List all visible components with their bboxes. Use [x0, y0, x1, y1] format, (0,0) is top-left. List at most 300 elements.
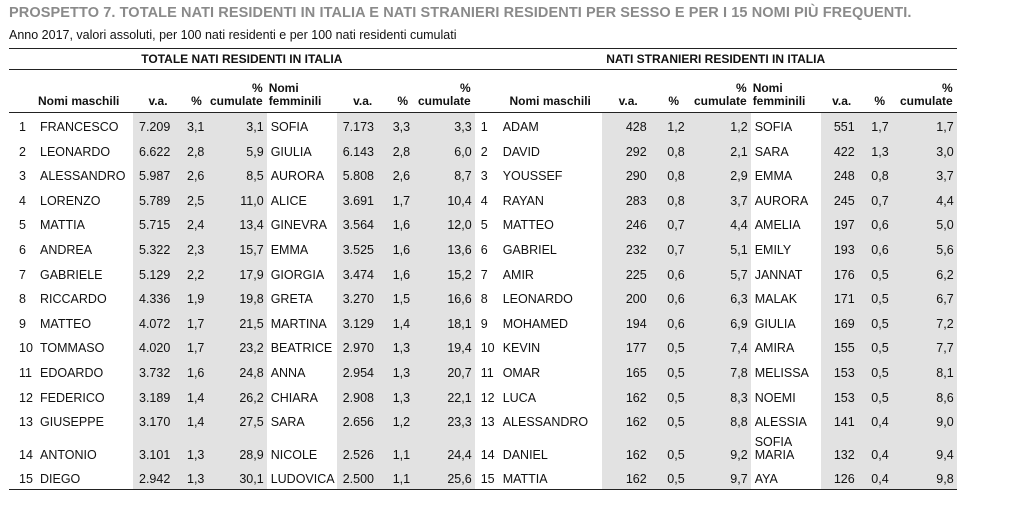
- percent-cell: 0,6: [863, 211, 897, 236]
- value-cell: 3.732: [133, 358, 183, 383]
- cumulative-cell: 6,7: [897, 285, 957, 310]
- percent-cell: 0,5: [655, 432, 693, 465]
- cumulative-cell: 18,1: [417, 309, 475, 334]
- cumulative-cell: 3,7: [693, 186, 751, 211]
- value-cell: 3.691: [337, 186, 389, 211]
- male-name-cell: GABRIELE: [40, 267, 103, 282]
- rank-cell: 6: [19, 243, 26, 258]
- percent-cell: 1,7: [389, 186, 417, 211]
- cumulative-cell: 24,8: [210, 358, 267, 383]
- page-subtitle: Anno 2017, valori assoluti, per 100 nati residenti e per 100 nati residenti cumulati: [9, 28, 457, 42]
- percent-cell: 1,7: [183, 334, 210, 359]
- male-name-cell: ALESSANDRO: [40, 169, 126, 184]
- percent-cell: 0,5: [655, 383, 693, 408]
- cumulative-cell: 8,3: [693, 383, 751, 408]
- percent-cell: 1,3: [183, 432, 210, 465]
- table-row: [9, 186, 957, 211]
- cumulative-cell: 1,7: [897, 113, 957, 138]
- female-name-cell: ANNA: [270, 366, 306, 381]
- percent-cell: 0,6: [863, 235, 897, 260]
- female-name-cell: AMIRA: [754, 341, 795, 356]
- cumulative-cell: 8,5: [210, 162, 267, 187]
- table-row: [9, 113, 957, 138]
- value-cell: 551: [821, 113, 863, 138]
- cumulative-cell: 7,4: [693, 334, 751, 359]
- percent-cell: 1,3: [389, 358, 417, 383]
- rank-cell: 11: [480, 366, 494, 381]
- value-cell: 2.954: [337, 358, 389, 383]
- cumulative-cell: 13,6: [417, 235, 475, 260]
- female-name-cell: LUDOVICA: [267, 465, 337, 490]
- rank-cell: 2: [480, 144, 488, 159]
- table-row: [9, 383, 957, 408]
- male-name-cell: ANDREA: [40, 243, 93, 258]
- value-cell: 162: [602, 465, 655, 490]
- value-cell: 3.474: [337, 260, 389, 285]
- value-cell: 225: [602, 260, 655, 285]
- value-cell: 5.129: [133, 260, 183, 285]
- value-cell: 169: [821, 309, 863, 334]
- col-pct: %: [183, 70, 210, 113]
- male-name-cell: MATTEO: [502, 218, 554, 233]
- percent-cell: 2,8: [183, 137, 210, 162]
- male-name-cell: RICCARDO: [40, 292, 107, 307]
- value-cell: 2.656: [337, 408, 389, 433]
- female-name-cell: AMELIA: [754, 218, 801, 233]
- value-cell: 246: [602, 211, 655, 236]
- rank-cell: 3: [19, 169, 26, 184]
- cumulative-cell: 19,8: [210, 285, 267, 310]
- female-name-cell: JANNAT: [754, 267, 803, 282]
- value-cell: 290: [602, 162, 655, 187]
- female-name-cell: NICOLE: [270, 448, 318, 463]
- rank-cell: 12: [480, 390, 495, 405]
- male-name-cell: MATTEO: [40, 316, 92, 331]
- percent-cell: 2,6: [183, 162, 210, 187]
- percent-cell: 0,7: [655, 235, 693, 260]
- cumulative-cell: 27,5: [210, 408, 267, 433]
- value-cell: 4.020: [133, 334, 183, 359]
- col-nomi-maschili: Nomi maschili: [499, 70, 602, 113]
- male-name-cell: KEVIN: [502, 341, 541, 356]
- value-cell: 3.525: [337, 235, 389, 260]
- percent-cell: 0,5: [863, 309, 897, 334]
- cumulative-cell: 8,1: [897, 358, 957, 383]
- rank-cell: 8: [19, 292, 26, 307]
- percent-cell: 2,4: [183, 211, 210, 236]
- table-row: [9, 260, 957, 285]
- cumulative-cell: 8,7: [417, 162, 475, 187]
- col-va: v.a.: [602, 70, 655, 113]
- value-cell: 6.143: [337, 137, 389, 162]
- rank-cell: 9: [480, 316, 488, 331]
- male-name-cell: MATTIA: [40, 218, 85, 233]
- value-cell: 2.942: [133, 465, 183, 490]
- male-name-cell: DIEGO: [36, 465, 133, 490]
- cumulative-cell: 3,1: [210, 113, 267, 138]
- section-left-title: TOTALE NATI RESIDENTI IN ITALIA: [9, 49, 475, 70]
- col-pct: %: [655, 70, 693, 113]
- cumulative-cell: 30,1: [210, 465, 267, 490]
- table-row: [9, 408, 957, 433]
- percent-cell: 0,4: [863, 432, 897, 465]
- female-name-cell: EMMA: [270, 243, 309, 258]
- rank-cell: 6: [480, 243, 488, 258]
- female-name-cell: BEATRICE: [270, 341, 333, 356]
- percent-cell: 0,5: [863, 383, 897, 408]
- table-row: [9, 358, 957, 383]
- percent-cell: 0,7: [655, 211, 693, 236]
- percent-cell: 0,5: [863, 334, 897, 359]
- col-va: v.a.: [133, 70, 183, 113]
- female-name-cell: MELISSA: [754, 366, 809, 381]
- rank-cell: 4: [19, 193, 26, 208]
- cumulative-cell: 3,3: [417, 113, 475, 138]
- female-name-cell: GINEVRA: [270, 218, 327, 233]
- percent-cell: 0,5: [863, 358, 897, 383]
- value-cell: 5.808: [337, 162, 389, 187]
- value-cell: 2.908: [337, 383, 389, 408]
- rank-cell: 15: [9, 465, 36, 490]
- cumulative-cell: 26,2: [210, 383, 267, 408]
- value-cell: 5.789: [133, 186, 183, 211]
- female-name-cell: GIORGIA: [270, 267, 325, 282]
- value-cell: 162: [602, 408, 655, 433]
- value-cell: 171: [821, 285, 863, 310]
- percent-cell: 2,5: [183, 186, 210, 211]
- percent-cell: 1,4: [389, 309, 417, 334]
- cumulative-cell: 9,0: [897, 408, 957, 433]
- cumulative-cell: 23,3: [417, 408, 475, 433]
- cumulative-cell: 11,0: [210, 186, 267, 211]
- percent-cell: 1,4: [183, 408, 210, 433]
- col-pct: %: [389, 70, 417, 113]
- male-name-cell: GABRIEL: [502, 243, 557, 258]
- value-cell: 3.129: [337, 309, 389, 334]
- cumulative-cell: 3,7: [897, 162, 957, 187]
- table-row: [9, 465, 957, 490]
- female-name-cell: AYA: [751, 465, 821, 490]
- cumulative-cell: 12,0: [417, 211, 475, 236]
- cumulative-cell: 2,1: [693, 137, 751, 162]
- table-row: [9, 432, 957, 465]
- cumulative-cell: 6,9: [693, 309, 751, 334]
- col-cumulate: % cumulate: [417, 70, 475, 113]
- value-cell: 165: [602, 358, 655, 383]
- cumulative-cell: 10,4: [417, 186, 475, 211]
- percent-cell: 1,6: [389, 235, 417, 260]
- cumulative-cell: 1,2: [693, 113, 751, 138]
- value-cell: 6.622: [133, 137, 183, 162]
- female-name-cell: MARTINA: [270, 316, 327, 331]
- table-row: [9, 309, 957, 334]
- value-cell: 232: [602, 235, 655, 260]
- percent-cell: 1,9: [183, 285, 210, 310]
- value-cell: 5.715: [133, 211, 183, 236]
- cumulative-cell: 9,7: [693, 465, 751, 490]
- percent-cell: 1,2: [655, 113, 693, 138]
- male-name-cell: AMIR: [502, 267, 534, 282]
- male-name-cell: DANIEL: [502, 448, 548, 463]
- rank-header: [475, 70, 499, 113]
- percent-cell: 0,4: [863, 408, 897, 433]
- cumulative-cell: 23,2: [210, 334, 267, 359]
- value-cell: 292: [602, 137, 655, 162]
- male-name-cell: FRANCESCO: [40, 120, 119, 135]
- value-cell: 132: [821, 432, 863, 465]
- cumulative-cell: 3,0: [897, 137, 957, 162]
- percent-cell: 1,2: [389, 408, 417, 433]
- value-cell: 3.170: [133, 408, 183, 433]
- percent-cell: 1,3: [389, 334, 417, 359]
- value-cell: 141: [821, 408, 863, 433]
- percent-cell: 1,3: [389, 383, 417, 408]
- percent-cell: 0,5: [863, 285, 897, 310]
- male-name-cell: LORENZO: [40, 193, 101, 208]
- rank-cell: 5: [19, 218, 26, 233]
- rank-cell: 10: [480, 341, 495, 356]
- male-name-cell: DAVID: [502, 144, 540, 159]
- percent-cell: 3,1: [183, 113, 210, 138]
- col-cumulate: % cumulate: [210, 70, 267, 113]
- female-name-cell: CHIARA: [270, 390, 318, 405]
- percent-cell: 1,6: [389, 211, 417, 236]
- cumulative-cell: 5,7: [693, 260, 751, 285]
- col-nomi-femminili: Nomi femminili: [267, 70, 337, 113]
- female-name-cell: MALAK: [754, 292, 798, 307]
- value-cell: 177: [602, 334, 655, 359]
- cumulative-cell: 20,7: [417, 358, 475, 383]
- male-name-cell: LEONARDO: [40, 144, 111, 159]
- value-cell: 245: [821, 186, 863, 211]
- page-title: PROSPETTO 7. TOTALE NATI RESIDENTI IN ITALIA E NATI STRANIERI RESIDENTI PER SESSO E PER I 15 NOMI PIÙ FREQUENTI.: [9, 5, 912, 21]
- column-header-row: [9, 70, 957, 113]
- female-name-cell: GIULIA: [754, 316, 796, 331]
- male-name-cell: MOHAMED: [502, 316, 568, 331]
- cumulative-cell: 25,6: [417, 465, 475, 490]
- female-name-cell: AURORA: [270, 169, 325, 184]
- rank-cell: 7: [19, 267, 26, 282]
- percent-cell: 1,6: [183, 358, 210, 383]
- col-cumulate: % cumulate: [693, 70, 751, 113]
- male-name-cell: TOMMASO: [40, 341, 105, 356]
- cumulative-cell: 4,4: [693, 211, 751, 236]
- cumulative-cell: 7,2: [897, 309, 957, 334]
- cumulative-cell: 15,2: [417, 260, 475, 285]
- cumulative-cell: 6,0: [417, 137, 475, 162]
- value-cell: 162: [602, 432, 655, 465]
- section-right-title: NATI STRANIERI RESIDENTI IN ITALIA: [475, 49, 957, 70]
- rank-cell: 1: [19, 120, 26, 135]
- female-name-cell: AURORA: [754, 193, 809, 208]
- value-cell: 3.189: [133, 383, 183, 408]
- rank-cell: 13: [19, 415, 33, 430]
- cumulative-cell: 5,6: [897, 235, 957, 260]
- col-va: v.a.: [337, 70, 389, 113]
- value-cell: 5.322: [133, 235, 183, 260]
- value-cell: 4.072: [133, 309, 183, 334]
- female-name-cell: EMILY: [754, 243, 792, 258]
- percent-cell: 0,5: [655, 358, 693, 383]
- table-row: [9, 137, 957, 162]
- percent-cell: 0,8: [655, 186, 693, 211]
- male-name-cell: ALESSANDRO: [502, 415, 589, 430]
- female-name-cell: NOEMI: [754, 390, 796, 405]
- percent-cell: 1,1: [389, 432, 417, 465]
- percent-cell: 1,7: [183, 309, 210, 334]
- rank-cell: 14: [480, 448, 495, 463]
- cumulative-cell: 5,1: [693, 235, 751, 260]
- female-name-cell: GIULIA: [270, 144, 312, 159]
- table-row: [9, 285, 957, 310]
- cumulative-cell: 7,8: [693, 358, 751, 383]
- percent-cell: 1,7: [863, 113, 897, 138]
- rank-cell: 2: [19, 144, 26, 159]
- male-name-cell: RAYAN: [502, 193, 544, 208]
- value-cell: 2.970: [337, 334, 389, 359]
- rank-cell: 9: [19, 316, 26, 331]
- percent-cell: 2,8: [389, 137, 417, 162]
- value-cell: 162: [602, 383, 655, 408]
- cumulative-cell: 6,3: [693, 285, 751, 310]
- rank-header: [9, 70, 36, 113]
- percent-cell: 0,5: [655, 408, 693, 433]
- table-row: [9, 334, 957, 359]
- value-cell: 3.564: [337, 211, 389, 236]
- cumulative-cell: 9,8: [897, 465, 957, 490]
- female-name-cell: SOFIA: [270, 120, 309, 135]
- col-cumulate: % cumulate: [897, 70, 957, 113]
- value-cell: 194: [602, 309, 655, 334]
- value-cell: 197: [821, 211, 863, 236]
- cumulative-cell: 21,5: [210, 309, 267, 334]
- cumulative-cell: 16,6: [417, 285, 475, 310]
- male-name-cell: ADAM: [502, 120, 539, 135]
- percent-cell: 0,8: [863, 162, 897, 187]
- cumulative-cell: 9,4: [897, 432, 957, 465]
- percent-cell: 3,3: [389, 113, 417, 138]
- value-cell: 155: [821, 334, 863, 359]
- rank-cell: 13: [480, 415, 495, 430]
- cumulative-cell: 2,9: [693, 162, 751, 187]
- percent-cell: 0,8: [655, 137, 693, 162]
- rank-cell: 4: [480, 193, 488, 208]
- cumulative-cell: 19,4: [417, 334, 475, 359]
- cumulative-cell: 22,1: [417, 383, 475, 408]
- rank-cell: 1: [480, 120, 488, 135]
- cumulative-cell: 13,4: [210, 211, 267, 236]
- percent-cell: 0,5: [863, 260, 897, 285]
- cumulative-cell: 8,8: [693, 408, 751, 433]
- value-cell: 153: [821, 383, 863, 408]
- male-name-cell: LEONARDO: [502, 292, 573, 307]
- value-cell: 5.987: [133, 162, 183, 187]
- rank-cell: 7: [480, 267, 488, 282]
- table-body: [9, 113, 957, 490]
- percent-cell: 2,3: [183, 235, 210, 260]
- rank-cell: 10: [19, 341, 33, 356]
- table-row: [9, 235, 957, 260]
- cumulative-cell: 7,7: [897, 334, 957, 359]
- cumulative-cell: 9,2: [693, 432, 751, 465]
- male-name-cell: EDOARDO: [40, 366, 104, 381]
- value-cell: 176: [821, 260, 863, 285]
- col-nomi-maschili: Nomi maschili: [36, 70, 133, 113]
- percent-cell: 0,6: [655, 260, 693, 285]
- value-cell: 428: [602, 113, 655, 138]
- rank-cell: 15: [475, 465, 499, 490]
- female-name-cell: GRETA: [270, 292, 313, 307]
- value-cell: 4.336: [133, 285, 183, 310]
- percent-cell: 0,5: [655, 334, 693, 359]
- cumulative-cell: 5,9: [210, 137, 267, 162]
- cumulative-cell: 28,9: [210, 432, 267, 465]
- value-cell: 126: [821, 465, 863, 490]
- cumulative-cell: 15,7: [210, 235, 267, 260]
- value-cell: 3.101: [133, 432, 183, 465]
- male-name-cell: ANTONIO: [40, 448, 97, 463]
- value-cell: 3.270: [337, 285, 389, 310]
- cumulative-cell: 4,4: [897, 186, 957, 211]
- female-name-cell: SARA: [270, 415, 305, 430]
- percent-cell: 1,6: [389, 260, 417, 285]
- percent-cell: 0,6: [655, 309, 693, 334]
- cumulative-cell: 17,9: [210, 260, 267, 285]
- percent-cell: 1,3: [183, 465, 210, 490]
- percent-cell: 0,5: [655, 465, 693, 490]
- female-name-cell: SOFIA MARIA: [754, 435, 795, 463]
- value-cell: 200: [602, 285, 655, 310]
- value-cell: 2.500: [337, 465, 389, 490]
- value-cell: 422: [821, 137, 863, 162]
- value-cell: 153: [821, 358, 863, 383]
- rank-cell: 3: [480, 169, 488, 184]
- cumulative-cell: 5,0: [897, 211, 957, 236]
- percent-cell: 2,6: [389, 162, 417, 187]
- value-cell: 248: [821, 162, 863, 187]
- percent-cell: 0,6: [655, 285, 693, 310]
- section-header-row: [9, 49, 957, 70]
- table-row: [9, 211, 957, 236]
- percent-cell: 0,4: [863, 465, 897, 490]
- rank-cell: 11: [19, 366, 32, 381]
- table-row: [9, 162, 957, 187]
- rank-cell: 12: [19, 390, 33, 405]
- rank-cell: 8: [480, 292, 488, 307]
- col-pct: %: [863, 70, 897, 113]
- cumulative-cell: 6,2: [897, 260, 957, 285]
- percent-cell: 1,4: [183, 383, 210, 408]
- cumulative-cell: 24,4: [417, 432, 475, 465]
- value-cell: 7.173: [337, 113, 389, 138]
- cumulative-cell: 8,6: [897, 383, 957, 408]
- female-name-cell: ALICE: [270, 193, 307, 208]
- female-name-cell: EMMA: [754, 169, 793, 184]
- male-name-cell: LUCA: [502, 390, 537, 405]
- female-name-cell: SOFIA: [754, 120, 793, 135]
- rank-cell: 5: [480, 218, 488, 233]
- value-cell: 7.209: [133, 113, 183, 138]
- percent-cell: 1,3: [863, 137, 897, 162]
- male-name-cell: MATTIA: [499, 465, 602, 490]
- male-name-cell: YOUSSEF: [502, 169, 563, 184]
- percent-cell: 0,7: [863, 186, 897, 211]
- percent-cell: 2,2: [183, 260, 210, 285]
- female-name-cell: SARA: [754, 144, 789, 159]
- value-cell: 2.526: [337, 432, 389, 465]
- rank-cell: 14: [19, 448, 33, 463]
- names-table: [9, 48, 957, 490]
